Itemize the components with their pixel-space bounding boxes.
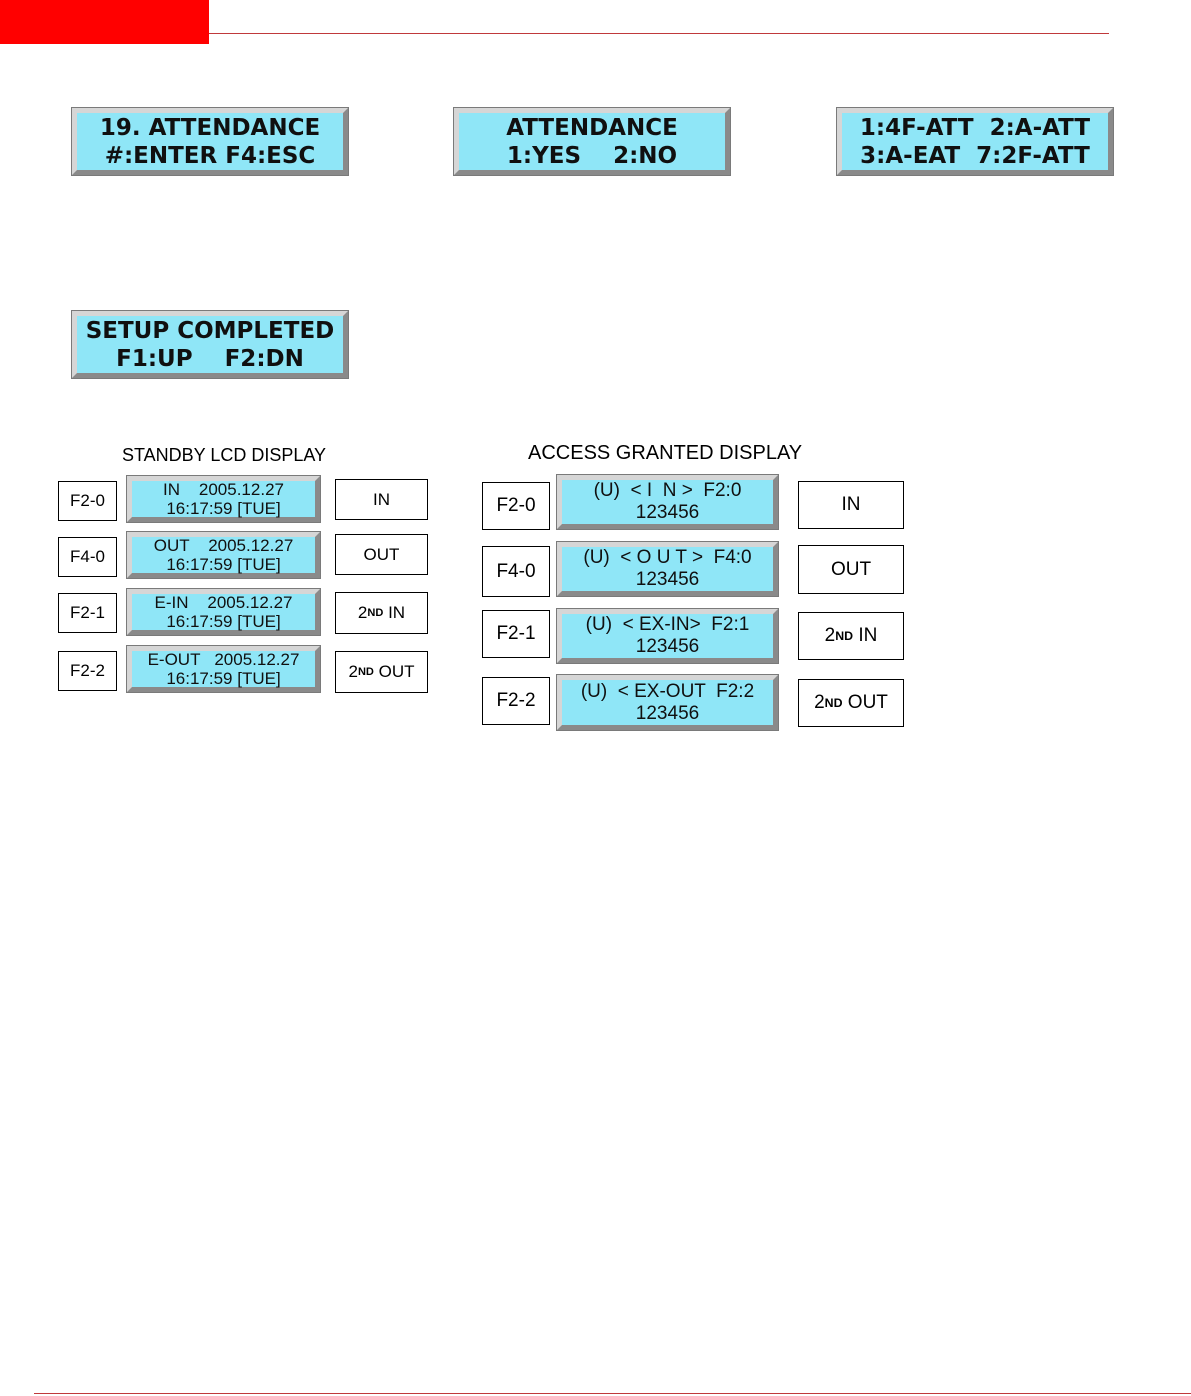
standby-lcd — [127, 532, 320, 578]
lcd-line-1: (U) < I N > F2:0 — [593, 480, 742, 501]
lcd-line-2: 123456 — [635, 502, 700, 523]
mode-label-box: 2 ND IN — [798, 612, 904, 660]
standby-lcd — [127, 476, 320, 522]
lcd-line-1: (U) < EX-OUT F2:2 — [580, 680, 755, 702]
mode-label: OUT — [363, 544, 400, 564]
function-key-box: F2-1 — [482, 610, 550, 658]
ordinal-prefix: 2 — [357, 603, 368, 622]
lcd-line-2: 123456 — [635, 636, 700, 657]
function-key-box: F4-0 — [482, 546, 550, 597]
standby-heading: STANDBY LCD DISPLAY — [122, 445, 327, 465]
lcd-line-1: OUT 2005.12.27 — [153, 536, 294, 555]
mode-label-box: 2 ND OUT — [798, 679, 904, 727]
lcd-line-2: 16:17:59 [TUE] — [166, 669, 281, 688]
mode-label-box — [335, 534, 428, 575]
mode-label-box: 2 ND IN — [335, 592, 428, 634]
lcd-line-2: 16:17:59 [TUE] — [166, 612, 281, 631]
standby-lcd — [127, 646, 320, 692]
header-rule — [209, 33, 1109, 34]
lcd-attendance-options — [837, 108, 1113, 175]
function-key-box: F2-0 — [58, 481, 117, 521]
mode-label: IN — [841, 494, 861, 515]
access-lcd — [557, 675, 778, 730]
lcd-line-2: 3:A-EAT 7:2F-ATT — [860, 142, 1090, 169]
mode-label: IN — [853, 625, 878, 646]
mode-label-box — [798, 545, 904, 594]
mode-label-box — [335, 479, 428, 520]
ordinal-prefix: 2 — [814, 692, 825, 713]
lcd-line-2: 16:17:59 [TUE] — [166, 555, 281, 574]
ordinal-prefix: 2 — [824, 625, 836, 646]
lcd-line-1: (U) < EX-IN> F2:1 — [585, 614, 750, 635]
lcd-setup-completed — [72, 311, 348, 378]
lcd-attendance-menu — [72, 108, 348, 175]
lcd-line-1: (U) < O U T > F4:0 — [583, 547, 752, 568]
mode-label-box — [798, 481, 904, 529]
mode-label-box: 2 ND OUT — [335, 651, 428, 693]
lcd-line-2: 16:17:59 [TUE] — [166, 499, 281, 518]
lcd-line-2: 123456 — [635, 702, 700, 724]
function-key-box: F4-0 — [58, 537, 117, 577]
mode-label: OUT — [373, 662, 415, 681]
lcd-line-1: E-IN 2005.12.27 — [154, 593, 293, 612]
access-granted-heading: ACCESS GRANTED DISPLAY — [528, 442, 803, 464]
function-key-box: F2-2 — [482, 677, 550, 725]
lcd-line-1: 1:4F-ATT 2:A-ATT — [859, 114, 1091, 141]
footer-rule — [34, 1393, 1191, 1394]
lcd-line-2: 123456 — [635, 569, 700, 590]
lcd-line-1: E-OUT 2005.12.27 — [147, 650, 300, 669]
lcd-line-2: #:ENTER F4:ESC — [104, 142, 316, 169]
lcd-line-1: 19. ATTENDANCE — [99, 114, 321, 141]
lcd-line-1: SETUP COMPLETED — [85, 317, 335, 344]
mode-label: IN — [383, 603, 406, 622]
lcd-attendance-confirm — [454, 108, 730, 175]
lcd-line-1: ATTENDANCE — [506, 114, 678, 141]
header-red-tab — [0, 0, 209, 44]
access-lcd — [557, 475, 778, 529]
access-lcd — [557, 542, 778, 596]
lcd-line-2: 1:YES 2:NO — [506, 142, 678, 169]
access-lcd — [557, 609, 778, 663]
mode-label: IN — [373, 489, 390, 509]
function-key-box: F2-0 — [482, 482, 550, 530]
lcd-line-2: F1:UP F2:DN — [116, 345, 304, 372]
mode-label: OUT — [842, 692, 888, 713]
function-key-box: F2-1 — [58, 593, 117, 633]
lcd-line-1: IN 2005.12.27 — [163, 480, 284, 499]
standby-lcd — [127, 589, 320, 635]
mode-label: OUT — [830, 558, 872, 580]
ordinal-prefix: 2 — [348, 662, 358, 681]
function-key-box: F2-2 — [58, 651, 117, 691]
